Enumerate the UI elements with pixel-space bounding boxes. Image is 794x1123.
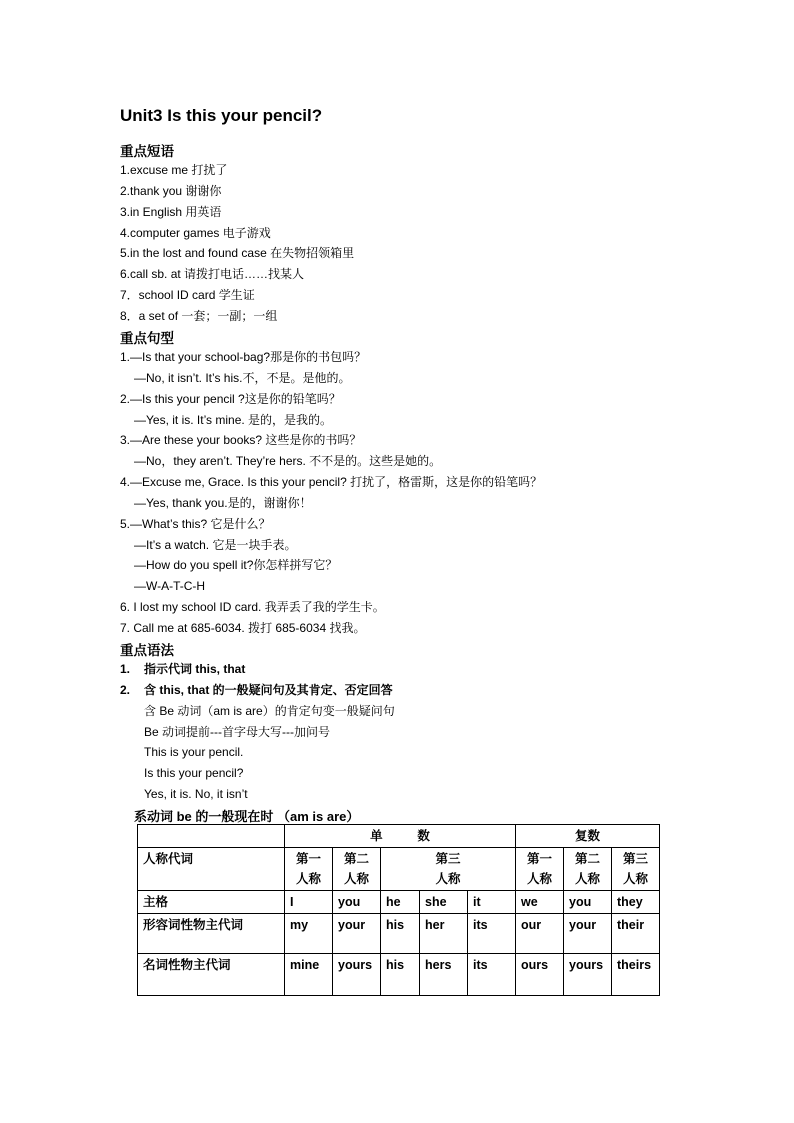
- table-cell: we: [516, 891, 564, 914]
- sentences-heading: 重点句型: [120, 331, 174, 346]
- phrases-heading: 重点短语: [120, 144, 174, 159]
- table-row: [138, 914, 660, 954]
- table-cell: hers: [420, 954, 468, 996]
- sentence-line: 7. Call me at 685-6034. 拨打 685-6034 找我。: [120, 621, 366, 635]
- grammar-note: Be 动词提前---首字母大写---加问号: [144, 725, 330, 739]
- grammar-note: Is this your pencil?: [144, 766, 244, 780]
- sentence-line: —Yes, it is. It’s mine. 是的，是我的。: [134, 413, 333, 427]
- grammar-point: [120, 661, 245, 677]
- sentence-line: 3.—Are these your books? 这些是你的书吗？: [120, 433, 362, 447]
- page-title: Unit3 Is this your pencil?: [120, 106, 323, 125]
- table-caption: 系动词 be 的一般现在时 （am is are）: [134, 809, 360, 824]
- table-cell: you: [333, 891, 381, 914]
- grammar-heading: 重点语法: [120, 643, 174, 658]
- table-cell: they: [612, 891, 660, 914]
- pronoun-table: [137, 824, 660, 996]
- table-cell: [138, 825, 285, 848]
- table-cell: it: [468, 891, 516, 914]
- phrase-item: 8．a set of 一套；一副；一组: [120, 309, 278, 323]
- table-cell: its: [468, 914, 516, 954]
- phrase-item: 2.thank you 谢谢你: [120, 184, 222, 198]
- row-label: 主格: [138, 891, 285, 914]
- phrase-item: 7．school ID card 学生证: [120, 288, 255, 302]
- table-row: [138, 848, 660, 891]
- table-cell: ours: [516, 954, 564, 996]
- plural-header: 复数: [516, 825, 660, 848]
- table-cell: his: [381, 914, 420, 954]
- table-cell: your: [564, 914, 612, 954]
- grammar-point-number: 2.: [120, 683, 131, 697]
- sentence-line: 2.—Is this your pencil ?这是你的铅笔吗？: [120, 392, 341, 406]
- table-cell: our: [516, 914, 564, 954]
- sentence-line: —No，they aren’t. They’re hers. 不不是的。这些是她的。: [134, 454, 442, 468]
- third-person-plural: 第三 人称: [612, 848, 660, 891]
- sentence-line: 6. I lost my school ID card. 我弄丢了我的学生卡。: [120, 600, 385, 614]
- second-person-singular: 第二 人称: [333, 848, 381, 891]
- sentence-line: —No, it isn’t. It’s his.不，不是。是他的。: [134, 371, 351, 385]
- row-label: 名词性物主代词: [138, 954, 285, 996]
- table-cell: their: [612, 914, 660, 954]
- singular-header: 单 数: [285, 825, 516, 848]
- grammar-point-text: 含 this, that 的一般疑问句及其肯定、否定回答: [144, 683, 393, 697]
- table-row: [138, 891, 660, 914]
- phrase-item: 5.in the lost and found case 在失物招领箱里: [120, 246, 355, 260]
- table-row: [138, 954, 660, 996]
- grammar-point-text: 指示代词 this, that: [144, 662, 246, 676]
- grammar-point-number: 1.: [120, 662, 131, 676]
- table-cell: your: [333, 914, 381, 954]
- table-cell: its: [468, 954, 516, 996]
- sentence-line: —It’s a watch. 它是一块手表。: [134, 538, 297, 552]
- table-cell: you: [564, 891, 612, 914]
- table-cell: my: [285, 914, 333, 954]
- phrase-item: 3.in English 用英语: [120, 205, 222, 219]
- third-person-singular: 第三 人称: [381, 848, 516, 891]
- table-cell: she: [420, 891, 468, 914]
- grammar-point: [120, 682, 393, 698]
- second-person-plural: 第二 人称: [564, 848, 612, 891]
- table-cell: yours: [564, 954, 612, 996]
- table-cell: he: [381, 891, 420, 914]
- table-cell: theirs: [612, 954, 660, 996]
- table-cell: I: [285, 891, 333, 914]
- phrase-item: 1.excuse me 打扰了: [120, 163, 228, 177]
- sentence-line: —How do you spell it?你怎样拼写它？: [134, 558, 338, 572]
- sentence-line: —W-A-T-C-H: [134, 579, 206, 593]
- table-row: [138, 825, 660, 848]
- grammar-note: Yes, it is. No, it isn’t: [144, 787, 248, 801]
- first-person-singular: 第一 人称: [285, 848, 333, 891]
- grammar-note: This is your pencil.: [144, 745, 244, 759]
- table-cell: his: [381, 954, 420, 996]
- first-person-plural: 第一 人称: [516, 848, 564, 891]
- sentence-line: —Yes, thank you.是的，谢谢你！: [134, 496, 312, 510]
- sentence-line: 1.—Is that your school-bag?那是你的书包吗？: [120, 350, 367, 364]
- row-label: 形容词性物主代词: [138, 914, 285, 954]
- table-cell: yours: [333, 954, 381, 996]
- phrase-item: 6.call sb. at 请拨打电话……找某人: [120, 267, 305, 281]
- grammar-note: 含 Be 动词（am is are）的肯定句变一般疑问句: [144, 704, 395, 718]
- phrase-item: 4.computer games 电子游戏: [120, 226, 271, 240]
- person-row-header: 人称代词: [138, 848, 285, 891]
- table-cell: mine: [285, 954, 333, 996]
- sentence-line: 4.—Excuse me, Grace. Is this your pencil? 打扰了，格雷斯，这是你的铅笔吗？: [120, 475, 543, 489]
- table-cell: her: [420, 914, 468, 954]
- sentence-line: 5.—What’s this? 它是什么？: [120, 517, 271, 531]
